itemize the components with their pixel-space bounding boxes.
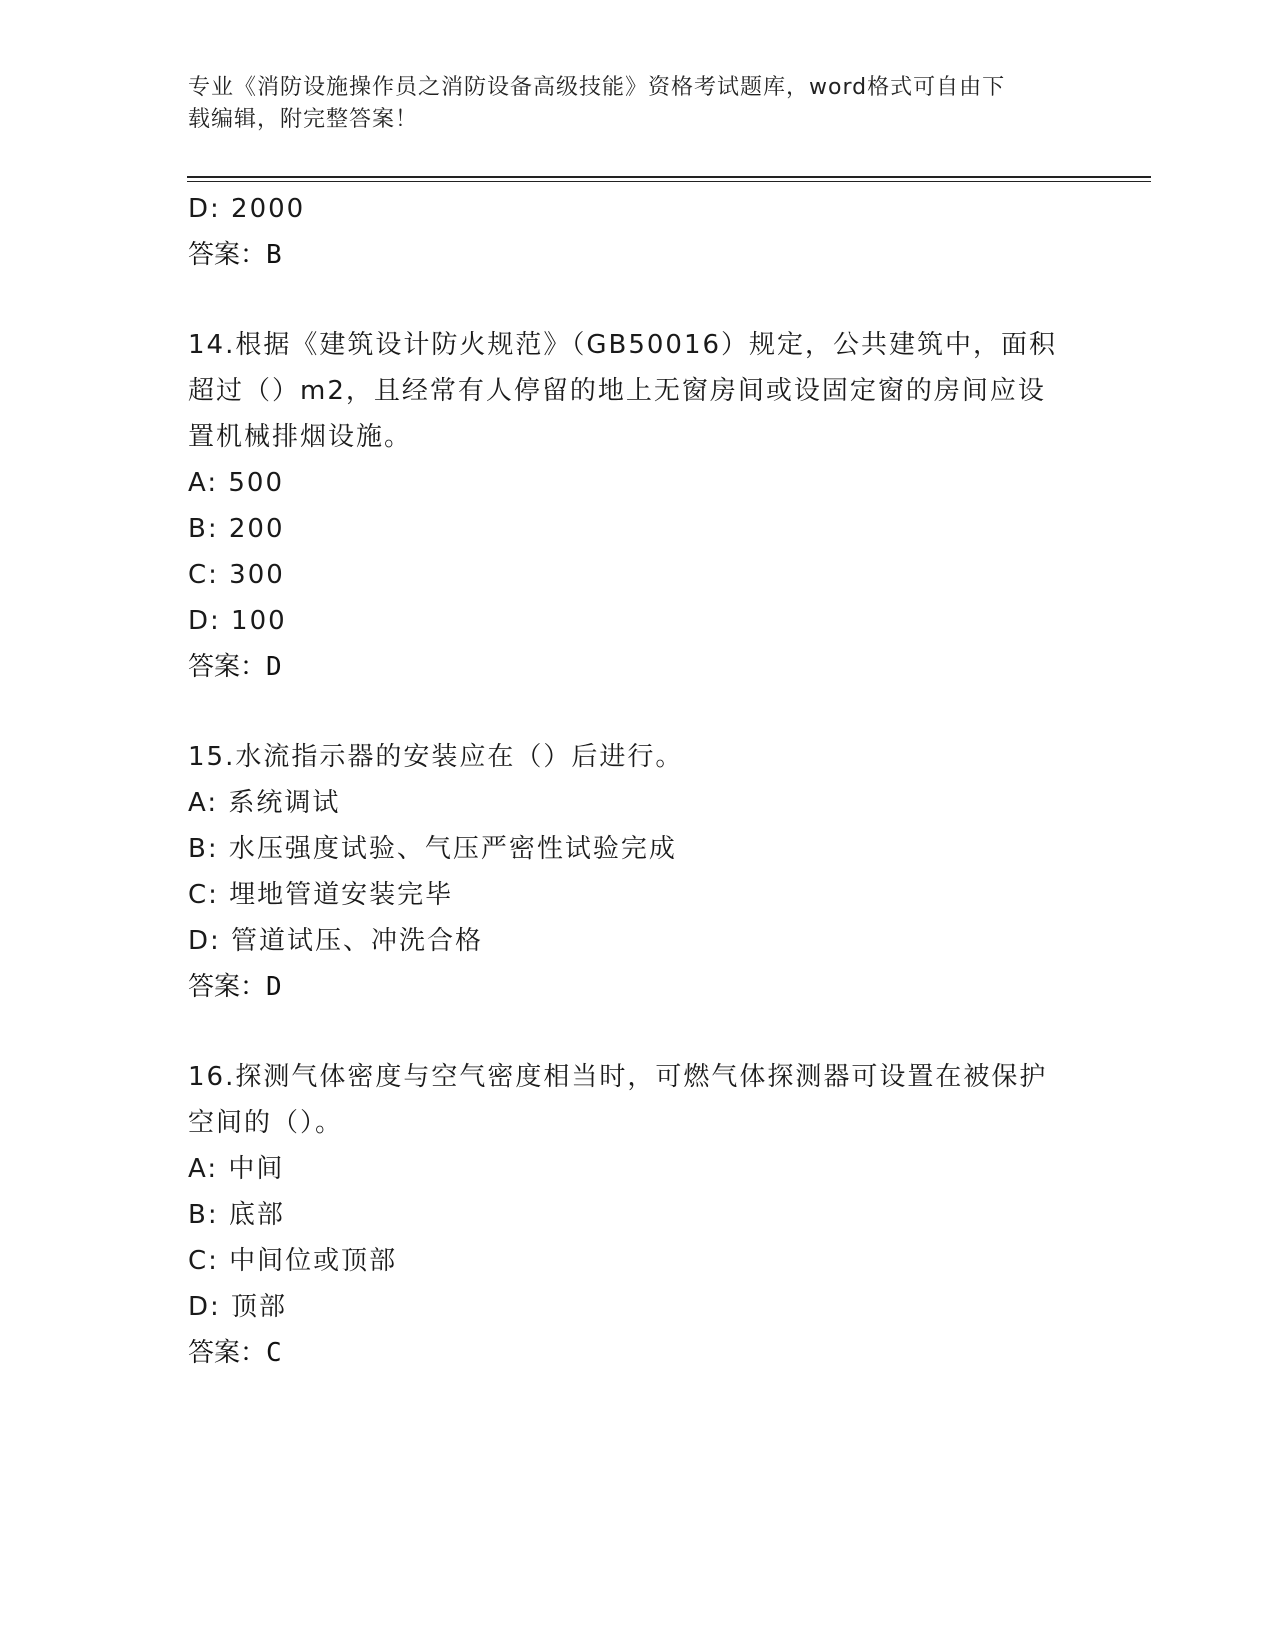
question-text-line: 14.根据《建筑设计防火规范》（GB50016）规定，公共建筑中，面积 bbox=[188, 330, 1058, 360]
option-b: B: 200 bbox=[188, 514, 285, 544]
option-c: C: 埋地管道安装完毕 bbox=[188, 880, 454, 910]
option-c: C: 中间位或顶部 bbox=[188, 1246, 398, 1276]
option-a: A: 500 bbox=[188, 468, 284, 498]
question-text-line: 15.水流指示器的安装应在（）后进行。 bbox=[188, 742, 684, 772]
question-14 bbox=[188, 322, 1088, 690]
question-16 bbox=[188, 1054, 1088, 1376]
answer-line: 答案：D bbox=[188, 972, 282, 1002]
option-d: D: 100 bbox=[188, 606, 287, 636]
answer-line: 答案：C bbox=[188, 1338, 282, 1368]
document-body bbox=[188, 186, 1088, 1376]
spacer bbox=[188, 278, 1088, 322]
header-divider bbox=[187, 176, 1151, 182]
option-d: D: 管道试压、冲洗合格 bbox=[188, 926, 484, 956]
question-text-line: 置机械排烟设施。 bbox=[188, 422, 413, 452]
header-line-2: 载编辑，附完整答案！ bbox=[188, 107, 419, 132]
option-b: B: 底部 bbox=[188, 1200, 285, 1230]
question-15 bbox=[188, 734, 1088, 1010]
option-a: A: 中间 bbox=[188, 1154, 285, 1184]
answer-line: 答案：B bbox=[188, 240, 282, 270]
option-d: D: 顶部 bbox=[188, 1292, 288, 1322]
question-text-line: 16.探测气体密度与空气密度相当时，可燃气体探测器可设置在被保护 bbox=[188, 1062, 1048, 1092]
question-text-line: 超过（）m2，且经常有人停留的地上无窗房间或设固定窗的房间应设 bbox=[188, 376, 1046, 406]
answer-line: 答案：D bbox=[188, 652, 282, 682]
question-text-line: 空间的（）。 bbox=[188, 1108, 344, 1138]
option-b: B: 水压强度试验、气压严密性试验完成 bbox=[188, 834, 677, 864]
option-d: D: 2000 bbox=[188, 194, 306, 224]
spacer bbox=[188, 1010, 1088, 1054]
option-a: A: 系统调试 bbox=[188, 788, 341, 818]
spacer bbox=[188, 690, 1088, 734]
page-header bbox=[188, 72, 1068, 136]
option-c: C: 300 bbox=[188, 560, 285, 590]
carryover-question bbox=[188, 186, 1088, 278]
header-line-1: 专业《消防设施操作员之消防设备高级技能》资格考试题库，word格式可自由下 bbox=[188, 75, 1006, 100]
